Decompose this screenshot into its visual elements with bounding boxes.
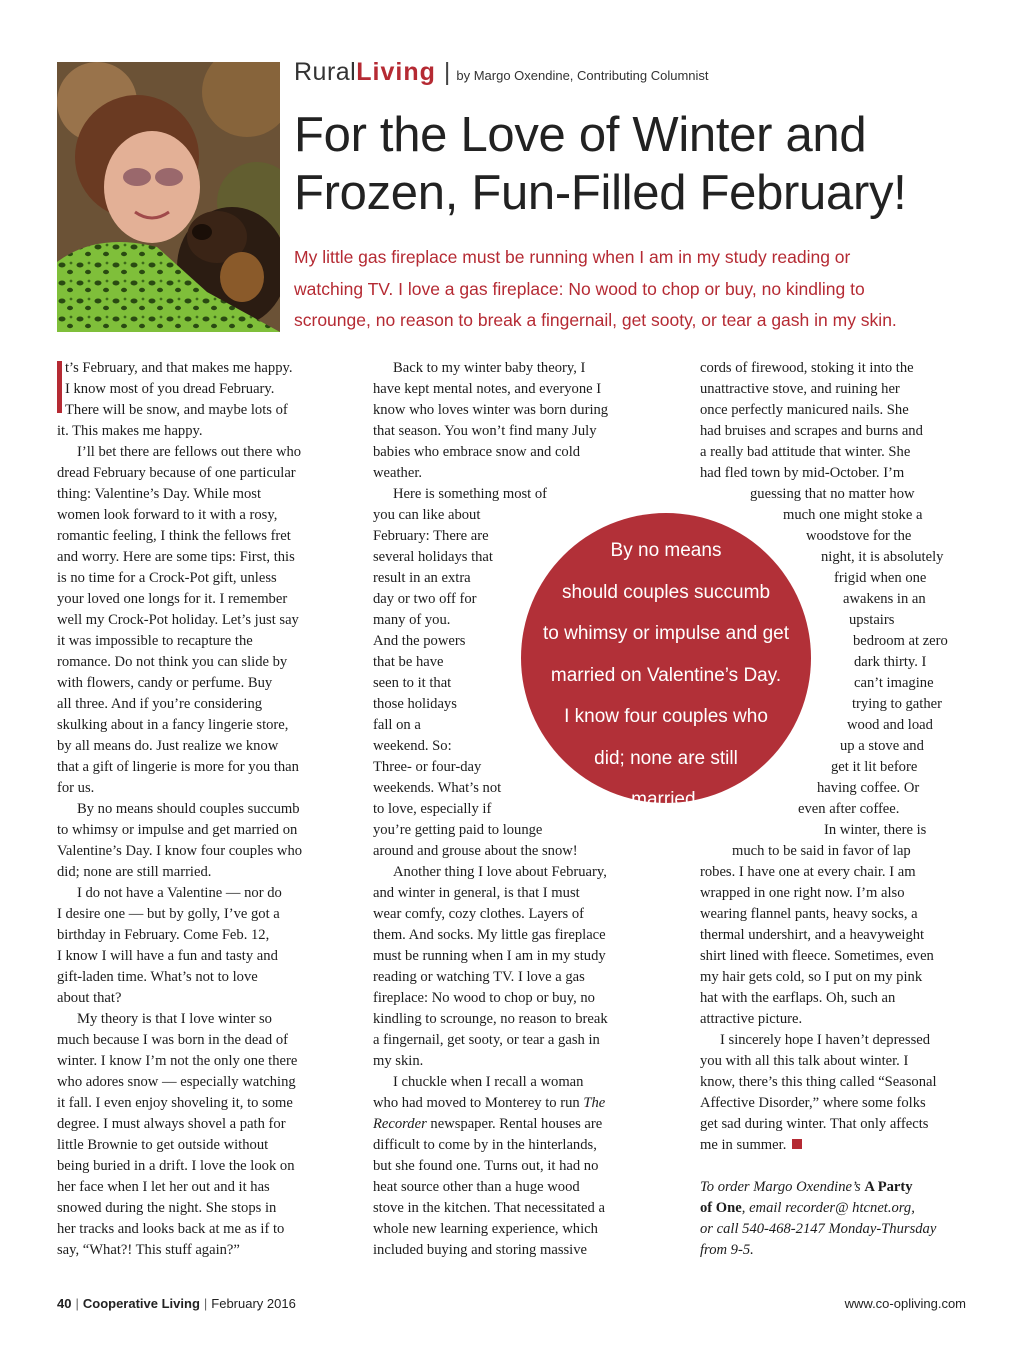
text-line	[700, 1177, 990, 1198]
text-line: night, it is absolutely	[821, 549, 944, 565]
text-line: woodstove for the	[806, 528, 912, 544]
text-line: result in an extra	[373, 570, 471, 586]
text-line: all three. And if you’re considering	[57, 696, 263, 712]
text-line: little Brownie to get outside without	[57, 1137, 269, 1153]
text-line: gift-laden time. What’s not to love	[57, 969, 258, 985]
article-column-1	[57, 358, 347, 1261]
text-line: snowed during the night. She stops in	[57, 1200, 277, 1216]
text-line: women look forward to it with a rosy,	[57, 507, 278, 523]
text-line: you can like about	[373, 507, 481, 523]
text-line: I chuckle when I recall a woman	[393, 1074, 584, 1090]
text-line: weather.	[373, 465, 423, 481]
text-line: about that?	[57, 990, 122, 1006]
text-line: bedroom at zero	[853, 633, 948, 649]
text-line	[373, 1114, 663, 1135]
text-line: Valentine’s Day. I know four couples who	[57, 843, 303, 859]
text-line: being buried in a drift. I love the look on	[57, 1158, 295, 1174]
text-line: it fall. I even enjoy shoveling it, to some	[57, 1095, 293, 1111]
pull-quote-line: I know four couples who	[564, 706, 768, 727]
text-line: to love, especially if	[373, 801, 492, 817]
text-line: fall on a	[373, 717, 421, 733]
text-line: Affective Disorder,” where some folks	[700, 1095, 926, 1111]
text-line: much to be said in favor of lap	[732, 843, 911, 859]
text-line: By no means should couples succumb	[77, 801, 300, 817]
text-line: that a gift of lingerie is more for you than	[57, 759, 299, 775]
byline: by Margo Oxendine, Contributing Columnist	[456, 68, 709, 83]
text-line: did; none are still married.	[57, 864, 212, 880]
text-line: romance. Do not think you can slide by	[57, 654, 288, 670]
magazine-name: Cooperative Living	[82, 1296, 200, 1311]
text-line: who adores snow — especially watching	[57, 1074, 296, 1090]
text-line: had fled town by mid-October. I’m	[700, 465, 905, 481]
text-line: well my Crock-Pot holiday. Let’s just say	[57, 612, 299, 628]
text-line: have kept mental notes, and everyone I	[373, 381, 602, 397]
text-line: wood and load	[847, 717, 933, 733]
text-line: wrapped in one right now. I’m also	[700, 885, 905, 901]
text-line: And the powers	[373, 633, 466, 649]
text-line: trying to gather	[852, 696, 942, 712]
text-line: and worry. Here are some tips: First, this	[57, 549, 295, 565]
section-name-rural: Rural	[294, 58, 357, 86]
text-line: In winter, there is	[824, 822, 927, 838]
text-line: those holidays	[373, 696, 457, 712]
section-kicker	[294, 58, 709, 87]
text-line: I sincerely hope I haven’t depressed	[720, 1032, 931, 1048]
text-line: know who loves winter was born during	[373, 402, 609, 418]
text-line: and winter in general, is that I must	[373, 885, 580, 901]
text-line: must be running when I am in my study	[373, 948, 606, 964]
headline-line-1: For the Love of Winter and	[294, 108, 867, 162]
text-line: had bruises and scrapes and burns and	[700, 423, 923, 439]
text-line: them. And socks. My little gas fireplace	[373, 927, 606, 943]
pull-quote-line: should couples succumb	[561, 581, 771, 603]
text-line: hat with the earflaps. Oh, such an	[700, 990, 896, 1006]
text-line: with flowers, candy or perfume. Buy	[57, 675, 273, 691]
text-line: it was impossible to recapture the	[57, 633, 253, 649]
pull-quote-line: did; none are still	[594, 747, 738, 769]
text-line: that season. You won’t find many July	[373, 423, 597, 439]
text-line: I’ll bet there are fellows out there who	[77, 444, 302, 460]
text-line: I know I will have a fun and tasty and	[57, 948, 278, 964]
text-line: seen to it that	[373, 675, 452, 691]
kicker-separator: |	[443, 58, 451, 86]
text-line: Three- or four-day	[373, 759, 482, 775]
footer-separator-1: |	[75, 1296, 79, 1311]
text-line: know, there’s this thing called “Seasonal	[700, 1074, 937, 1090]
text-line: by all means do. Just realize we know	[57, 738, 279, 754]
text-line: around and grouse about the snow!	[373, 843, 578, 859]
text-line: February: There are	[373, 528, 489, 544]
article-headline	[294, 106, 906, 222]
text-line: dark thirty. I	[854, 654, 927, 670]
text-fragment: who had moved to Monterey to run	[373, 1095, 580, 1111]
text-line: you with all this talk about winter. I	[700, 1053, 909, 1069]
text-line: your loved one longs for it. I remember	[57, 591, 288, 607]
text-line: wear comfy, cozy clothes. Layers of	[373, 906, 584, 922]
text-line: get it lit before	[831, 759, 918, 775]
deck-line-2: watching TV. I love a gas fireplace: No wood to chop or buy, no kindling to	[294, 278, 865, 299]
text-line: t’s February, and that makes me happy.	[65, 360, 293, 376]
text-line: much one might stoke a	[783, 507, 923, 523]
text-line: I do not have a Valentine — nor do	[77, 885, 282, 901]
text-line: reading or watching TV. I love a gas	[373, 969, 585, 985]
text-line: even after coffee.	[798, 801, 900, 817]
text-line: but she found one. Turns out, it had no	[373, 1158, 599, 1174]
website-url: www.co-opliving.com	[844, 1296, 966, 1311]
text-line: up a stove and	[840, 738, 924, 754]
book-title: of One	[700, 1200, 742, 1216]
text-line: I know most of you dread February.	[65, 381, 275, 397]
text-line: unattractive stove, and ruining her	[700, 381, 900, 397]
text-line: awakens in an	[843, 591, 926, 607]
text-line: dread February because of one particular	[57, 465, 296, 481]
text-line: Here is something most of	[393, 486, 548, 502]
text-line: several holidays that	[373, 549, 493, 565]
footer-separator-2: |	[203, 1296, 208, 1311]
text-line: a fingernail, get sooty, or tear a gash in	[373, 1032, 600, 1048]
text-line: shirt lined with fleece. Sometimes, even	[700, 948, 934, 964]
text-line: her face when I let her out and it has	[57, 1179, 270, 1195]
text-line: birthday in February. Come Feb. 12,	[57, 927, 270, 943]
text-line: that be have	[373, 654, 444, 670]
text-line	[700, 1156, 990, 1177]
text-line: Back to my winter baby theory, I	[393, 360, 586, 376]
text-line: cords of firewood, stoking it into the	[700, 360, 914, 376]
text-line: kindling to scrounge, no reason to break	[373, 1011, 608, 1027]
text-line: my hair gets cold, so I put on my pink	[700, 969, 923, 985]
text-line: day or two off for	[373, 591, 477, 607]
text-line: much because I was born in the dead of	[57, 1032, 288, 1048]
footer-folio	[57, 1296, 296, 1311]
text-line: is no time for a Crock-Pot gift, unless	[57, 570, 277, 586]
issue-date: February 2016	[211, 1296, 296, 1311]
article-deck	[294, 242, 984, 337]
headline-line-2: Frozen, Fun-Filled February!	[294, 166, 907, 220]
text-line: skulking about in a fancy lingerie store,	[57, 717, 289, 733]
text-line: me in summer.	[700, 1135, 990, 1156]
text-line: many of you.	[373, 612, 451, 628]
text-line: There will be snow, and maybe lots of	[65, 402, 288, 418]
section-name-living: Living	[356, 58, 436, 86]
text-line: winter. I know I’m not the only one there	[57, 1053, 298, 1069]
text-line: or call 540-468-2147 Monday-Thursday	[700, 1221, 937, 1237]
text-line: you’re getting paid to lounge	[373, 822, 543, 838]
text-line: guessing that no matter how	[750, 486, 915, 502]
text-line: can’t imagine	[854, 675, 934, 691]
text-line: for us.	[57, 780, 95, 796]
text-line	[700, 1198, 990, 1219]
text-line: thing: Valentine’s Day. While most	[57, 486, 262, 502]
text-line: difficult to come by in the hinterlands,	[373, 1137, 597, 1153]
text-line: thermal undershirt, and a heavyweight	[700, 927, 925, 943]
deck-line-3: scrounge, no reason to break a fingernail, get sooty, or tear a gash in my skin.	[294, 310, 897, 330]
text-line: heat source other than a huge wood	[373, 1179, 580, 1195]
pull-quote-line: married.	[631, 789, 701, 810]
text-line: from 9-5.	[700, 1242, 754, 1258]
pull-quote-line: By no means	[610, 540, 722, 561]
text-line: upstairs	[849, 612, 895, 628]
text-line: attractive picture.	[700, 1011, 803, 1027]
text-line: My theory is that I love winter so	[77, 1011, 272, 1027]
text-fragment: newspaper. Rental houses are	[426, 1116, 603, 1132]
newspaper-name-part: The	[579, 1095, 606, 1111]
pull-quote-line: to whimsy or impulse and get	[542, 623, 790, 644]
text-line: having coffee. Or	[817, 780, 920, 796]
pull-quote-text	[500, 530, 832, 821]
text-line: weekends. What’s not	[373, 780, 502, 796]
text-line: my skin.	[373, 1053, 424, 1069]
author-photo	[57, 62, 280, 332]
text-line: say, “What?! This stuff again?”	[57, 1242, 240, 1258]
text-line: once perfectly manicured nails. She	[700, 402, 909, 418]
text-line: to whimsy or impulse and get married on	[57, 822, 298, 838]
text-line: romantic feeling, I think the fellows fret	[57, 528, 291, 544]
text-line: Another thing I love about February,	[393, 864, 607, 880]
text-line: babies who embrace snow and cold	[373, 444, 581, 460]
text-line: stove in the kitchen. That necessitated a	[373, 1200, 605, 1216]
text-line: wearing flannel pants, heavy socks, a	[700, 906, 918, 922]
text-line: a really bad attitude that winter. She	[700, 444, 911, 460]
order-email: , email recorder@ htcnet.org,	[741, 1200, 915, 1216]
newspaper-name-part: Recorder	[373, 1116, 427, 1132]
page-number: 40	[57, 1296, 72, 1311]
book-title: A Party	[864, 1179, 913, 1195]
text-line: included buying and storing massive	[373, 1242, 588, 1258]
text-line: robes. I have one at every chair. I am	[700, 864, 916, 880]
author-with-dog-photo-icon	[57, 62, 280, 332]
text-line: it. This makes me happy.	[57, 423, 203, 439]
text-line: frigid when one	[834, 570, 927, 586]
text-line: degree. I must always shovel a path for	[57, 1116, 286, 1132]
text-line: her tracks and looks back at me as if to	[57, 1221, 285, 1237]
pull-quote-line: married on Valentine’s Day.	[550, 664, 782, 686]
deck-line-1: My little gas fireplace must be running when I am in my study reading or	[294, 247, 851, 267]
text-line: whole new learning experience, which	[373, 1221, 598, 1237]
text-line: I desire one — but by golly, I’ve got a	[57, 906, 280, 922]
text-line: get sad during winter. That only affects	[700, 1116, 929, 1132]
order-text: To order Margo Oxendine’s	[700, 1179, 865, 1195]
text-line: weekend. So:	[373, 738, 452, 754]
end-mark-icon	[792, 1139, 802, 1149]
text-line	[373, 1093, 663, 1114]
text-line: fireplace: No wood to chop or buy, no	[373, 990, 595, 1006]
